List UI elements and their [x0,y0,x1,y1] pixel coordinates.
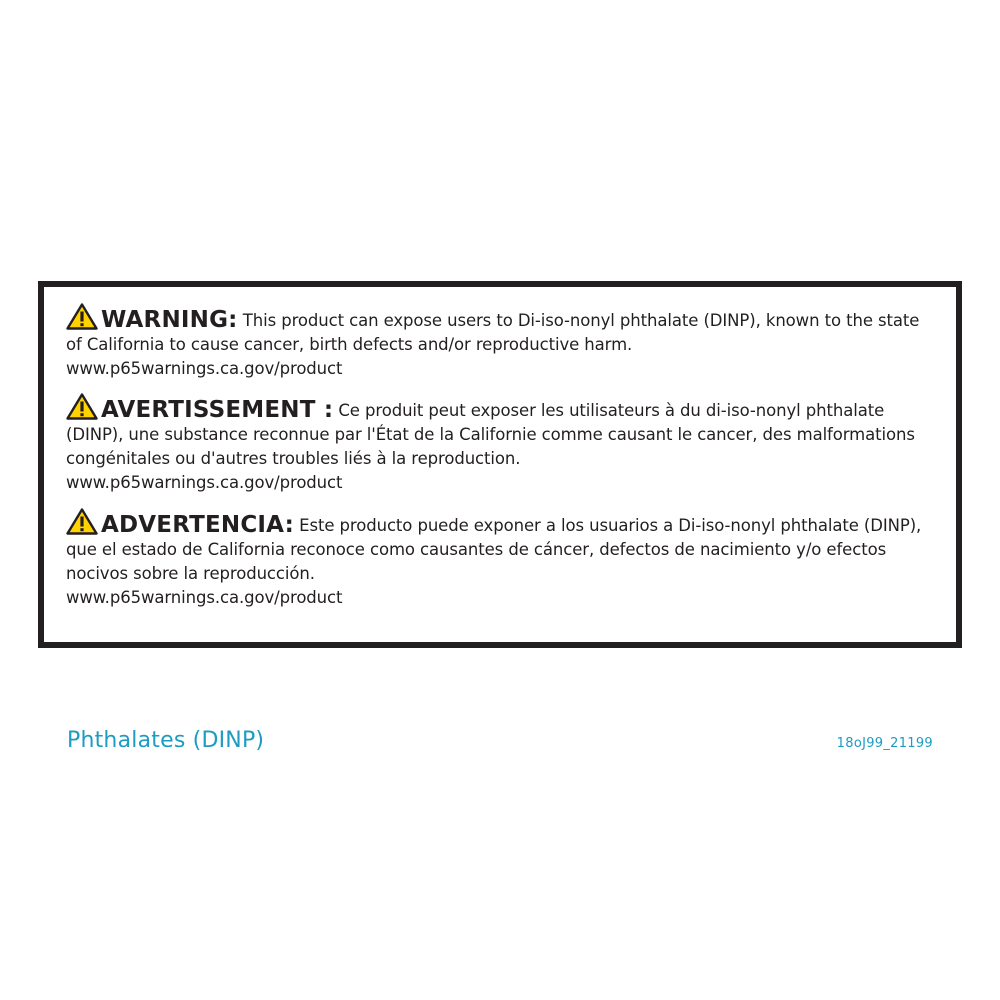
warning-english [66,303,936,381]
warning-label-box [38,281,962,648]
warning-body-text: Ce produit peut exposer les utilisateurs à du di-iso-nonyl phthalate (DINP), une substance reconnue par l'État de la Californie comme causant le cancer, des malformations congénitales ou d'autres troubles liés à la reproduction. [66,401,915,468]
warning-triangle-icon [66,393,98,420]
warning-url: www.p65warnings.ca.gov/product [66,359,343,378]
signal-word: WARNING: [101,307,238,333]
warning-spanish [66,508,936,610]
warning-body-text: This product can expose users to Di-iso-nonyl phthalate (DINP), known to the state of California to cause cancer, birth defects and/or reproductive harm. [66,311,920,354]
warning-url: www.p65warnings.ca.gov/product [66,473,343,492]
warning-body-text: Este producto puede exponer a los usuarios a Di-iso-nonyl phthalate (DINP), que el estado de California reconoce como causantes de cáncer, defectos de nacimiento y/o efectos nocivos sobre la reproducción. [66,516,922,583]
warning-triangle-icon [66,303,98,330]
warning-url: www.p65warnings.ca.gov/product [66,588,343,607]
signal-word: ADVERTENCIA: [101,512,294,538]
warning-triangle-icon [66,508,98,535]
warning-french [66,393,936,495]
label-code: 18oJ99_21199 [836,736,933,751]
signal-word: AVERTISSEMENT : [101,397,334,423]
chemical-label: Phthalates (DINP) [67,728,265,753]
